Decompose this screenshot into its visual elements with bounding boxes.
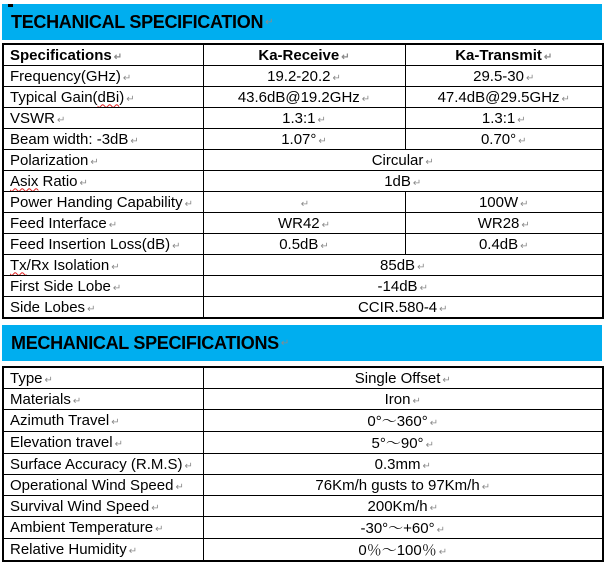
row-value: WR28 bbox=[477, 214, 520, 232]
pilcrow-mark: ↵ bbox=[341, 51, 350, 63]
row-label-cell bbox=[3, 517, 203, 539]
row-value-cell bbox=[203, 234, 405, 255]
row-value: 19.2-20.2 bbox=[267, 67, 331, 85]
pilcrow-mark: ↵ bbox=[122, 72, 132, 84]
row-value: 47.4dB@29.5GHz bbox=[437, 88, 560, 106]
pilcrow-mark: ↵ bbox=[44, 374, 53, 386]
row-value-cell bbox=[203, 171, 603, 192]
misspelled-word: Asix bbox=[10, 172, 39, 190]
pilcrow-mark: ↵ bbox=[436, 525, 445, 536]
pilcrow-mark: ↵ bbox=[175, 481, 184, 493]
row-value: 1.07° bbox=[281, 130, 317, 148]
row-value-cell bbox=[203, 454, 603, 475]
row-value-cell bbox=[203, 255, 603, 276]
technical-spec-table bbox=[2, 43, 604, 319]
table-row bbox=[3, 367, 603, 389]
section-banner-technical bbox=[2, 4, 602, 40]
row-label-cell bbox=[3, 150, 203, 171]
row-value-cell bbox=[203, 276, 603, 297]
column-header-text: Ka-Receive bbox=[258, 46, 340, 64]
pilcrow-mark: ↵ bbox=[412, 177, 422, 189]
row-value-cell bbox=[203, 389, 603, 410]
pilcrow-mark: ↵ bbox=[108, 219, 118, 231]
pilcrow-mark: ↵ bbox=[429, 502, 438, 514]
section-title-mechanical: MECHANICAL SPECIFICATIONS bbox=[11, 332, 279, 353]
row-value-cell bbox=[203, 539, 603, 562]
row-value: 100W bbox=[478, 193, 519, 211]
row-label: Feed Insertion Loss(dB) bbox=[10, 235, 171, 253]
row-label-cell bbox=[3, 475, 203, 496]
row-label-cell bbox=[3, 192, 203, 213]
row-value-cell bbox=[203, 66, 405, 87]
pilcrow-mark: ↵ bbox=[128, 546, 138, 557]
pilcrow-mark: ↵ bbox=[442, 374, 451, 386]
pilcrow-mark: ↵ bbox=[520, 240, 529, 252]
pilcrow-mark: ↵ bbox=[265, 16, 274, 28]
pilcrow-mark: ↵ bbox=[155, 524, 164, 535]
pilcrow-mark: ↵ bbox=[543, 51, 553, 63]
table-row bbox=[3, 475, 603, 496]
row-value: 1.3:1 bbox=[282, 109, 316, 127]
row-value-cell bbox=[405, 87, 603, 108]
table-row bbox=[3, 454, 603, 475]
section-title-technical: TECHANICAL SPECIFICATION bbox=[11, 11, 264, 32]
pilcrow-mark: ↵ bbox=[417, 261, 426, 273]
row-label: Typical Gain(dBi) bbox=[10, 88, 125, 106]
row-value: 85dB bbox=[380, 256, 416, 274]
row-label: Surface Accuracy (R.M.S) bbox=[10, 455, 183, 473]
row-value: 0.4dB bbox=[478, 235, 519, 253]
row-value-cell bbox=[405, 129, 603, 150]
row-label: Feed Interface bbox=[10, 214, 107, 232]
row-value-cell bbox=[203, 475, 603, 496]
row-label-cell bbox=[3, 454, 203, 475]
row-label-cell bbox=[3, 410, 203, 432]
table-row bbox=[3, 213, 603, 234]
pilcrow-mark: ↵ bbox=[111, 261, 120, 273]
pilcrow-mark: ↵ bbox=[113, 51, 123, 63]
row-value-cell bbox=[405, 108, 603, 129]
row-label-cell bbox=[3, 213, 203, 234]
row-value: 76Km/h gusts to 97Km/h bbox=[315, 476, 480, 494]
row-value: 200Km/h bbox=[367, 497, 428, 515]
pilcrow-mark: ↵ bbox=[518, 135, 527, 147]
table-row bbox=[3, 297, 603, 319]
row-value: 43.6dB@19.2GHz bbox=[237, 88, 360, 106]
row-label-cell bbox=[3, 276, 203, 297]
table-row bbox=[3, 129, 603, 150]
pilcrow-mark: ↵ bbox=[151, 502, 160, 514]
pilcrow-mark: ↵ bbox=[412, 395, 421, 407]
pilcrow-mark: ↵ bbox=[425, 156, 434, 168]
row-label: Materials bbox=[10, 390, 71, 408]
row-label-cell bbox=[3, 66, 203, 87]
pilcrow-mark: ↵ bbox=[112, 282, 122, 294]
pilcrow-mark: ↵ bbox=[521, 219, 530, 231]
table-row bbox=[3, 108, 603, 129]
pilcrow-mark: ↵ bbox=[72, 395, 82, 407]
row-label: Operational Wind Speed bbox=[10, 476, 174, 494]
row-value: 0.5dB bbox=[279, 235, 319, 253]
table-row bbox=[3, 234, 603, 255]
row-label-cell bbox=[3, 539, 203, 562]
table-handle-mark bbox=[8, 4, 13, 7]
row-value: 0.70° bbox=[480, 130, 517, 148]
pilcrow-mark: ↵ bbox=[525, 72, 535, 84]
pilcrow-mark: ↵ bbox=[300, 198, 310, 210]
row-value: 0°～360° bbox=[367, 413, 428, 430]
pilcrow-mark: ↵ bbox=[79, 177, 88, 189]
row-value: -30°～+60° bbox=[360, 520, 435, 537]
mechanical-spec-table bbox=[2, 366, 604, 562]
row-label: Ambient Temperature bbox=[10, 519, 154, 536]
pilcrow-mark: ↵ bbox=[280, 337, 290, 349]
row-value-cell bbox=[203, 297, 603, 319]
row-value-cell bbox=[203, 496, 603, 517]
pilcrow-mark: ↵ bbox=[130, 135, 139, 147]
column-header-text: Specifications bbox=[10, 46, 112, 64]
misspelled-word: dBi bbox=[97, 88, 120, 106]
pilcrow-mark: ↵ bbox=[320, 240, 329, 252]
pilcrow-mark: ↵ bbox=[520, 198, 529, 210]
row-value: 1dB bbox=[384, 172, 411, 190]
row-label-cell bbox=[3, 297, 203, 319]
row-label: VSWR bbox=[10, 109, 55, 127]
row-label-cell bbox=[3, 255, 203, 276]
row-value-cell bbox=[203, 517, 603, 539]
row-label: Survival Wind Speed bbox=[10, 497, 150, 515]
row-label-cell bbox=[3, 367, 203, 389]
pilcrow-mark: ↵ bbox=[318, 135, 327, 147]
row-value-cell bbox=[203, 432, 603, 454]
row-value-cell bbox=[405, 213, 603, 234]
column-header-text: Ka-Transmit bbox=[455, 46, 542, 64]
table-row bbox=[3, 255, 603, 276]
pilcrow-mark: ↵ bbox=[126, 93, 135, 105]
row-label-cell bbox=[3, 108, 203, 129]
pilcrow-mark: ↵ bbox=[361, 93, 371, 105]
pilcrow-mark: ↵ bbox=[114, 439, 123, 450]
pilcrow-mark: ↵ bbox=[184, 460, 193, 472]
row-label: Type bbox=[10, 369, 43, 387]
row-value-cell bbox=[203, 150, 603, 171]
row-label: Relative Humidity bbox=[10, 541, 127, 558]
pilcrow-mark: ↵ bbox=[438, 547, 448, 558]
pilcrow-mark: ↵ bbox=[561, 93, 570, 105]
row-value: -14dB bbox=[377, 277, 418, 295]
pilcrow-mark: ↵ bbox=[321, 219, 331, 231]
pilcrow-mark: ↵ bbox=[184, 198, 193, 210]
row-label: Polarization bbox=[10, 151, 89, 169]
section-banner-mechanical bbox=[2, 325, 602, 361]
pilcrow-mark: ↵ bbox=[419, 282, 428, 294]
table-row bbox=[3, 496, 603, 517]
row-value: 5°～90° bbox=[371, 435, 424, 452]
row-label-cell bbox=[3, 432, 203, 454]
pilcrow-mark: ↵ bbox=[172, 240, 181, 252]
column-header-cell bbox=[203, 44, 405, 66]
row-label-cell bbox=[3, 129, 203, 150]
row-value-cell bbox=[405, 192, 603, 213]
row-label-cell bbox=[3, 496, 203, 517]
pilcrow-mark: ↵ bbox=[111, 417, 120, 428]
pilcrow-mark: ↵ bbox=[422, 460, 431, 472]
row-label: Side Lobes bbox=[10, 298, 86, 316]
pilcrow-mark: ↵ bbox=[57, 114, 66, 126]
row-value: 0％～100％ bbox=[358, 542, 437, 559]
table-row bbox=[3, 517, 603, 539]
row-value-cell bbox=[405, 234, 603, 255]
row-value: CCIR.580-4 bbox=[357, 298, 438, 316]
row-label: Tx/Rx Isolation bbox=[10, 256, 110, 274]
row-label-cell bbox=[3, 87, 203, 108]
row-value-cell bbox=[405, 66, 603, 87]
table-row bbox=[3, 539, 603, 562]
row-label-cell bbox=[3, 171, 203, 192]
table-row bbox=[3, 192, 603, 213]
pilcrow-mark: ↵ bbox=[87, 303, 96, 315]
table-row bbox=[3, 66, 603, 87]
row-value-cell bbox=[203, 192, 405, 213]
misspelled-word: Tx bbox=[10, 256, 27, 274]
row-label-cell bbox=[3, 234, 203, 255]
pilcrow-mark: ↵ bbox=[481, 481, 491, 493]
table-row bbox=[3, 389, 603, 410]
pilcrow-mark: ↵ bbox=[332, 72, 341, 84]
row-value: Iron bbox=[384, 390, 411, 408]
row-label: First Side Lobe bbox=[10, 277, 111, 295]
table-row bbox=[3, 410, 603, 432]
row-value-cell bbox=[203, 410, 603, 432]
row-label: Asix Ratio bbox=[10, 172, 78, 190]
pilcrow-mark: ↵ bbox=[425, 440, 434, 451]
pilcrow-mark: ↵ bbox=[317, 114, 326, 126]
pilcrow-mark: ↵ bbox=[429, 418, 439, 429]
row-value-cell bbox=[203, 367, 603, 389]
row-value: WR42 bbox=[277, 214, 320, 232]
row-value: Single Offset bbox=[354, 369, 441, 387]
table-row bbox=[3, 276, 603, 297]
column-header-row bbox=[3, 44, 603, 66]
row-label-cell bbox=[3, 389, 203, 410]
column-header-cell bbox=[405, 44, 603, 66]
row-label: Frequency(GHz) bbox=[10, 67, 121, 85]
row-value: Circular bbox=[371, 151, 424, 169]
table-row bbox=[3, 432, 603, 454]
row-label: Power Handing Capability bbox=[10, 193, 183, 211]
table-row bbox=[3, 171, 603, 192]
row-label: Azimuth Travel bbox=[10, 412, 110, 429]
row-label: Beam width: -3dB bbox=[10, 130, 129, 148]
row-value: 29.5-30 bbox=[473, 67, 524, 85]
row-value: 0.3mm bbox=[374, 455, 421, 473]
row-value-cell bbox=[203, 213, 405, 234]
row-value: 1.3:1 bbox=[481, 109, 516, 127]
row-value-cell bbox=[203, 87, 405, 108]
row-label: Elevation travel bbox=[10, 434, 113, 451]
pilcrow-mark: ↵ bbox=[90, 156, 99, 168]
table-row bbox=[3, 87, 603, 108]
row-value-cell bbox=[203, 129, 405, 150]
pilcrow-mark: ↵ bbox=[517, 114, 526, 126]
row-value-cell bbox=[203, 108, 405, 129]
pilcrow-mark: ↵ bbox=[439, 303, 448, 315]
table-row bbox=[3, 150, 603, 171]
column-header-cell bbox=[3, 44, 203, 66]
